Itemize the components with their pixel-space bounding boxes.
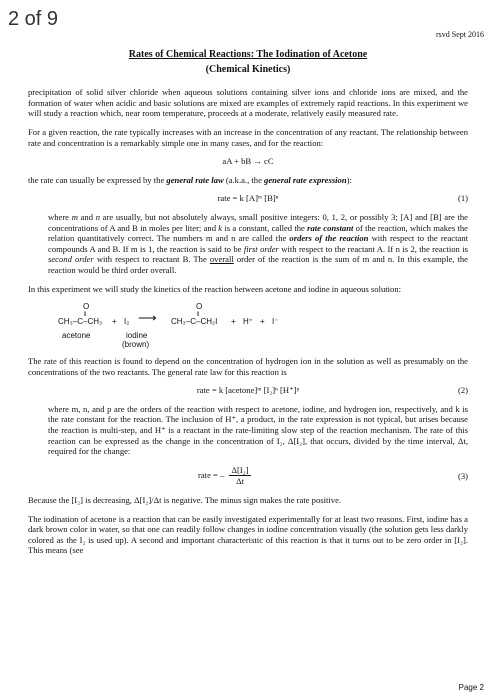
paragraph-orders: where m and n are usually, but not absolutely always, small positive integers: 0, 1, 2, or possibly 3; [A] and [B] are the concentrations of A and B in moles per liter; and k is a constant, called the rate constant of the reaction, which makes the relation quantitatively correct. The numbers m and n are called the orders of the reaction with respect to the reactant compounds A and B. If m is 1, the reaction is said to be first order with respect to the reactant A. If n is 2, the reaction is second order with respect to reactant B. The overall order of the reaction is the sum of m and n. In this example, the reaction would be third order overall. [48,211,469,275]
acetone-formula: CH₃–C–CH₃ [58,317,103,327]
document-title: Rates of Chemical Reactions: The Iodination of Acetone [128,49,368,60]
document-subtitle: (Chemical Kinetics) [205,63,291,75]
equation-1-body: rate = k [A]ᵐ [B]ⁿ [217,193,279,204]
paragraph-orders-explained: where m, n, and p are the orders of the reaction with respect to acetone, iodine, and hydrogen ion, respectively, and k is the rate constant for the reaction. The inclusion of H⁺, a product, in the rate expression is not typical, but arises because the reaction is multi-step, and H⁺ is a reactant in the rate-limiting slow step of the reaction mechanism. The rate of this reaction can be expressed as the change in the concentration of I₂, Δ[I₂], that occurs, divided by the time interval, Δt, required for the change: [48,403,468,457]
label-brown: (brown) [122,340,150,350]
paragraph-iodination: The iodination of acetone is a reaction that can be easily investigated experimentally for at least two reasons. First, iodine has a dark brown color in water, so that one can readily follow changes in iodine concentration visually (the solution gets less darkly colored as the I₂ is used up). A second and important characteristic of this reaction is that it turns out to be zero order in [I₂]. This means (see [28,513,468,556]
equation-2 [28,385,468,396]
page-footer: Page 2 [458,683,484,692]
paragraph-rate-concentration: For a given reaction, the rate typically increases with an increase in the concentration of any reactant. The relationship between rate and concentration is a remarkably simple one in many cases, and for the reaction: [28,126,468,148]
label-iodine: iodine [126,331,148,341]
equation-3-numerator: Δ[I₂] [231,464,249,475]
hydrogen-ion: H⁺ [243,317,253,327]
equation-3-number: (3) [457,470,468,481]
iodination-reaction-scheme [28,302,468,350]
reaction-arrow: ⟶ [138,310,157,326]
equation-1-number: (1) [457,193,468,204]
label-acetone: acetone [62,331,91,341]
paragraph-intro: precipitation of solid silver chloride when aqueous solutions containing silver ions and chloride ions are mixed, and the formation of water when acidic and basic solutions are mixed are examples of extremely rapid reactions. In this experiment we will study a reaction which, near room temperature, proceeds at a moderate, relatively easily measured rate. [28,87,468,119]
equation-2-body: rate = k [acetone]ᵐ [I₂]ⁿ [H⁺]ᵖ [196,385,300,396]
carbonyl-oxygen-2: O [196,302,203,312]
iodide-ion: I⁻ [272,317,279,327]
carbonyl-oxygen-1: O [83,302,90,312]
page-counter: 2 of 9 [8,8,59,30]
equation-2-number: (2) [457,385,468,396]
double-bond-1: ‖ [84,312,87,319]
equation-3-fraction [229,465,250,487]
equation-1 [28,193,468,204]
document-page [28,50,468,564]
iodine-formula: I₂ [124,317,130,327]
equation-3 [198,465,468,487]
plus-sign: + [260,317,265,327]
plus-sign: + [231,317,236,327]
iodoacetone-formula: CH₃–C–CH₂I [171,317,218,327]
equation-3-denominator: Δt [236,476,244,487]
reaction-equation: aA + bB → cC [222,156,274,167]
equation-3-lhs: rate = – [198,469,225,480]
paragraph-rate-dependence: The rate of this reaction is found to depend on the concentration of hydrogen ion in the solution as well as presumably on the concentrations of the two reactants. The general rate law for this reaction is [28,356,468,377]
paragraph-experiment: In this experiment we will study the kinetics of the reaction between acetone and iodine in aqueous solution: [28,283,402,294]
paragraph-rate-law-intro: the rate can usually be expressed by the general rate law (a.k.a., the general rate expression): [28,174,352,185]
paragraph-sign: Because the [I₂] is decreasing, Δ[I₂]/Δt is negative. The minus sign makes the rate positive. [28,495,342,506]
double-bond-2: ‖ [197,312,200,319]
plus-sign: + [112,317,117,327]
revision-note: rsvd Sept 2016 [436,30,484,39]
